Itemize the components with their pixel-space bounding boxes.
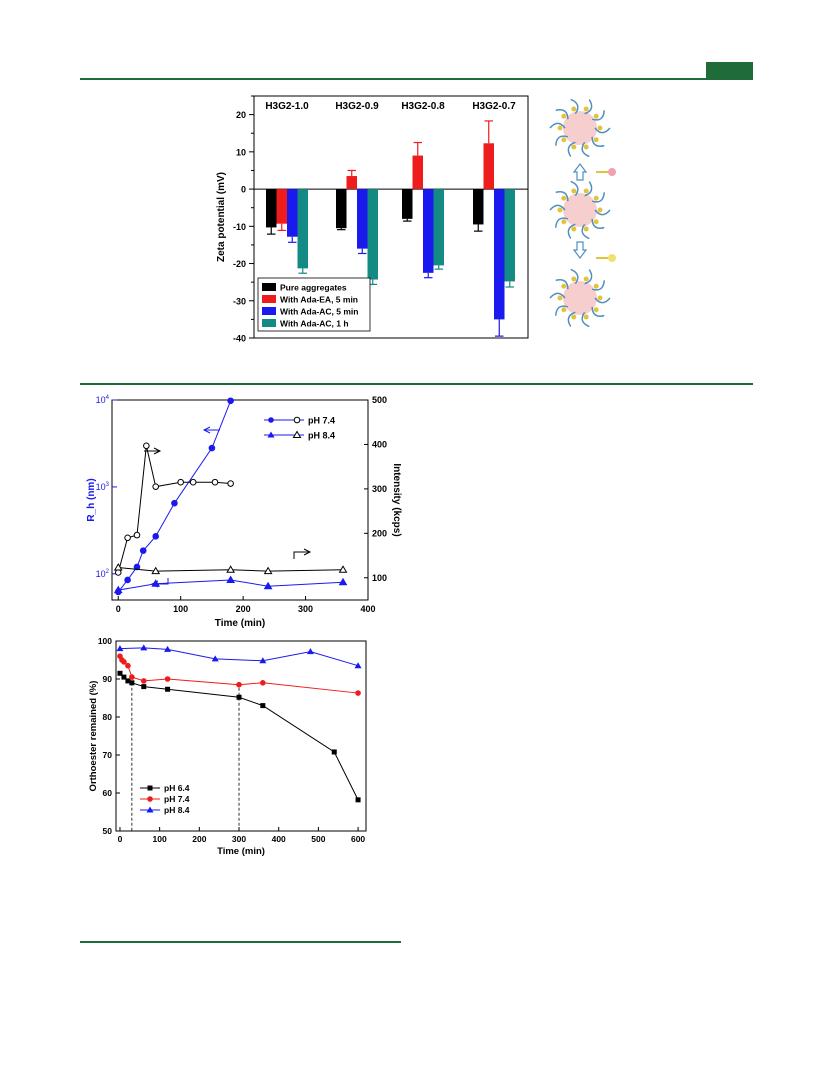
y-left-axis-label: R_h (nm) (86, 478, 97, 522)
legend-marker (268, 417, 274, 423)
y-right-tick-label: 500 (372, 395, 388, 405)
category-label: H3G2-1.0 (265, 101, 309, 112)
x-tick-label: 600 (350, 834, 366, 844)
bar (473, 189, 484, 224)
data-point (129, 674, 135, 680)
polymer-chain (550, 293, 565, 298)
footer-rule (80, 941, 401, 943)
orthoester-chart (86, 635, 376, 865)
legend-marker (294, 417, 300, 423)
guest-dot (561, 219, 566, 224)
data-point (140, 548, 146, 554)
y-tick-label: 20 (235, 110, 246, 121)
guest-dot (571, 276, 576, 281)
aggregate-schematic (540, 88, 630, 348)
guest-dot (558, 296, 563, 301)
data-point (165, 676, 171, 682)
header-badge (706, 62, 753, 78)
x-tick-label: 0 (115, 604, 121, 614)
data-point (153, 534, 159, 540)
legend-swatch (262, 295, 276, 303)
bar (368, 189, 379, 279)
data-point (356, 797, 361, 802)
x-tick-label: 500 (311, 834, 326, 844)
guest-dot (594, 219, 599, 224)
y-tick-label: 0 (240, 184, 246, 195)
data-point (140, 644, 147, 650)
data-point (355, 690, 361, 696)
data-point (227, 566, 234, 572)
guest-dot (584, 227, 589, 232)
y-axis-label: Zeta potential (mV) (216, 171, 227, 263)
category-label: H3G2-0.7 (472, 101, 516, 112)
polymer-chain (595, 298, 610, 303)
y-left-tick-label: $10^4$ (95, 395, 109, 405)
guest-dot (598, 296, 603, 301)
legend-label: pH 8.4 (164, 805, 190, 815)
data-point (125, 577, 131, 583)
bar (505, 189, 516, 281)
y-tick-label: 50 (102, 826, 112, 836)
bar (357, 189, 368, 249)
guest-dot (561, 284, 566, 289)
data-point (125, 663, 131, 669)
polymer-chain (592, 307, 604, 316)
bar (277, 189, 288, 224)
y-tick-label: -30 (232, 296, 246, 307)
guest-dot (584, 315, 589, 320)
guest-dot (558, 208, 563, 213)
y-right-axis-label: Intensity (kcps) (391, 463, 402, 537)
guest-dot (571, 106, 576, 111)
y-right-tick-label: 100 (372, 572, 388, 583)
data-point (332, 749, 337, 754)
up-arrow-icon (574, 164, 586, 180)
data-point (228, 481, 234, 487)
legend-marker (148, 786, 153, 791)
bar (298, 189, 309, 268)
guest-dot (561, 114, 566, 119)
left-axis-arrow-icon (152, 578, 168, 587)
category-label: H3G2-0.8 (401, 101, 445, 112)
y-left-tick-label: $10^3$ (95, 481, 109, 492)
down-arrow-icon (574, 242, 586, 258)
data-point (125, 535, 131, 541)
guest-dot (584, 145, 589, 150)
category-label: H3G2-0.9 (335, 101, 379, 112)
data-point (228, 398, 234, 404)
polymer-chain (556, 192, 568, 201)
right-axis-arrow-icon (294, 549, 310, 559)
data-point (144, 443, 150, 449)
data-point (260, 680, 266, 686)
data-point (260, 703, 265, 708)
x-tick-label: 200 (235, 604, 251, 614)
series-line (118, 446, 230, 573)
legend-label: pH 6.4 (164, 783, 190, 793)
polymer-chain (592, 219, 604, 228)
ada-ac-icon (608, 254, 616, 262)
legend-label: With Ada-AC, 1 h (280, 318, 349, 329)
x-axis-label: Time (min) (217, 846, 265, 857)
data-point (212, 479, 218, 485)
y-tick-label: -40 (232, 333, 246, 344)
data-point (190, 479, 196, 485)
guest-dot (584, 188, 589, 193)
y-left-tick-label: $10^2$ (95, 568, 109, 579)
rh-intensity-chart (86, 392, 406, 632)
series-line (120, 673, 358, 800)
y-tick-label: 60 (102, 788, 112, 798)
polymer-chain (595, 210, 610, 215)
data-point (237, 695, 242, 700)
zeta-potential-chart (210, 88, 540, 348)
data-point (227, 576, 234, 582)
x-tick-label: 100 (173, 604, 189, 614)
polymer-chain (550, 205, 565, 210)
data-point (172, 500, 178, 506)
y-tick-label: 90 (102, 674, 112, 684)
polymer-chain (595, 128, 610, 133)
data-point (209, 445, 215, 451)
guest-dot (584, 276, 589, 281)
legend-swatch (262, 319, 276, 327)
data-point (141, 678, 147, 684)
data-point (141, 684, 146, 689)
polymer-chain (592, 137, 604, 146)
guest-dot (598, 126, 603, 131)
y-tick-label: 80 (102, 712, 112, 722)
guest-dot (594, 137, 599, 142)
left-axis-arrow-icon (204, 427, 220, 433)
guest-dot (594, 196, 599, 201)
polymer-chain (556, 280, 568, 289)
bar (423, 189, 434, 273)
legend-label: pH 8.4 (308, 430, 336, 441)
y-right-tick-label: 300 (372, 483, 388, 494)
y-right-tick-label: 400 (372, 439, 388, 450)
bar (484, 143, 495, 189)
bar (434, 189, 445, 265)
guest-dot (571, 315, 576, 320)
x-tick-label: 0 (117, 834, 123, 844)
guest-dot (561, 307, 566, 312)
plot-frame (116, 641, 366, 831)
legend-label: With Ada-AC, 5 min (280, 306, 359, 317)
data-point (153, 484, 159, 490)
bar (287, 189, 298, 237)
guest-dot (594, 114, 599, 119)
polymer-chain (556, 110, 568, 119)
guest-dot (594, 284, 599, 289)
data-point (178, 479, 184, 485)
bar (402, 189, 413, 219)
data-point (134, 532, 140, 538)
bar (347, 176, 358, 189)
y-tick-label: 100 (97, 636, 112, 646)
guest-dot (598, 208, 603, 213)
data-point (165, 687, 170, 692)
section-rule (80, 383, 753, 385)
y-tick-label: 10 (235, 147, 246, 158)
bar (266, 189, 277, 227)
x-tick-label: 400 (271, 834, 286, 844)
legend-swatch (262, 283, 276, 291)
polymer-chain (550, 123, 565, 128)
x-tick-label: 300 (231, 834, 247, 844)
ada-ea-icon (608, 168, 616, 176)
bar (494, 189, 505, 319)
legend-label: pH 7.4 (308, 415, 336, 426)
series-line (118, 401, 230, 592)
x-tick-label: 200 (192, 834, 207, 844)
guest-dot (558, 126, 563, 131)
y-tick-label: -10 (232, 221, 246, 232)
data-point (340, 566, 347, 572)
y-right-tick-label: 200 (372, 528, 388, 539)
y-tick-label: 70 (102, 750, 112, 760)
guest-dot (584, 106, 589, 111)
guest-dot (561, 196, 566, 201)
data-point (236, 682, 242, 688)
y-axis-label: Orthoester remained (%) (88, 680, 99, 792)
data-point (307, 648, 314, 654)
guest-dot (571, 188, 576, 193)
data-point (129, 680, 134, 685)
bar (336, 189, 347, 228)
x-tick-label: 300 (298, 604, 314, 614)
series-line (120, 648, 358, 666)
legend-swatch (262, 307, 276, 315)
guest-dot (571, 145, 576, 150)
data-point (340, 579, 347, 585)
header-rule (80, 78, 753, 80)
guest-dot (571, 227, 576, 232)
bar (413, 156, 424, 190)
guest-dot (561, 137, 566, 142)
legend-marker (147, 796, 153, 802)
legend-label: Pure aggregates (280, 282, 347, 293)
x-tick-label: 400 (360, 604, 376, 614)
y-tick-label: -20 (232, 259, 246, 270)
x-axis-label: Time (min) (214, 618, 266, 629)
guest-dot (594, 307, 599, 312)
legend-label: pH 7.4 (164, 794, 190, 804)
x-tick-label: 100 (152, 834, 167, 844)
legend-label: With Ada-EA, 5 min (280, 294, 358, 305)
